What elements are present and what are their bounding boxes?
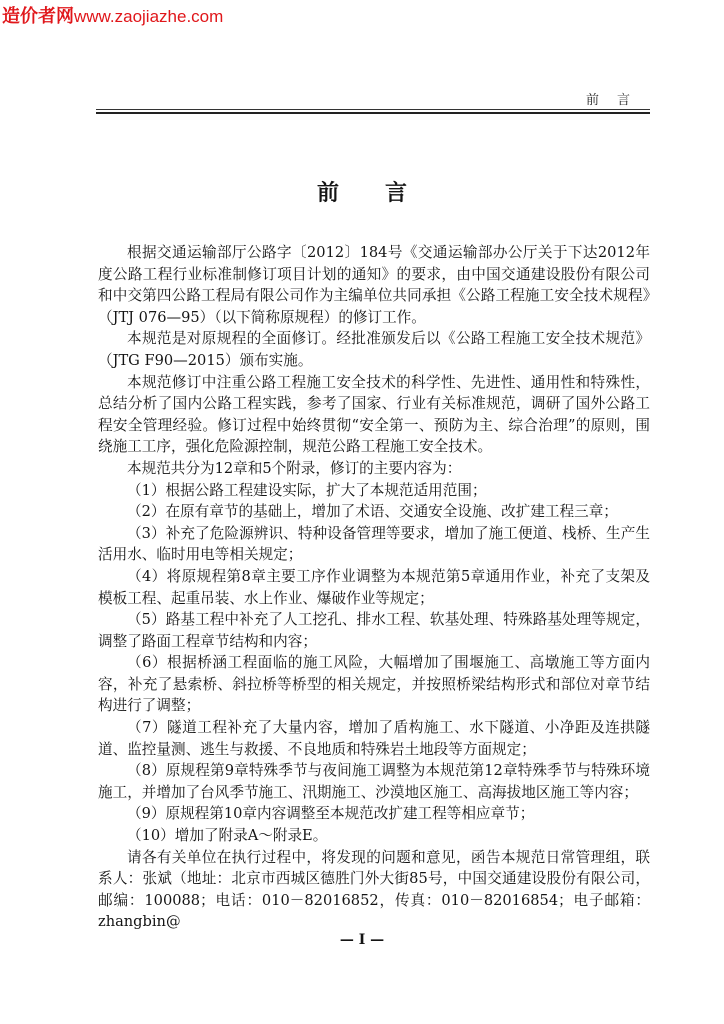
list-item: （10）增加了附录A～附录E。	[127, 827, 328, 845]
watermark	[2, 2, 223, 28]
list-item: （9）原规程第10章内容调整至本规范改扩建工程等相应章节；	[127, 805, 535, 823]
header-rule-thick	[96, 112, 650, 114]
paragraph: 本规范是对原规程的全面修订。经批准颁发后以《公路工程施工安全技术规范》（JTG F90—2015）颁布实施。	[98, 330, 650, 369]
list-item: （3）补充了危险源辨识、特种设备管理等要求，增加了施工便道、栈桥、生产生活用水、临时用电等相关规定；	[98, 524, 650, 564]
paragraph: 根据交通运输部厅公路字〔2012〕184号《交通运输部办公厅关于下达2012年度公路工程行业标准制修订项目计划的通知》的要求，由中国交通建设股份有限公司和中交第四公路工程局有限公司作为主编单位共同承担《公路工程施工安全技术规程》（JTJ 076—95）（以下简称原规程）的修订工作。	[98, 244, 650, 326]
watermark-brand: 造价者网	[2, 6, 74, 26]
page-number: — I —	[339, 932, 385, 948]
list-item: （8）原规程第9章特殊季节与夜间施工调整为本规范第12章特殊季节与特殊环境施工，并增加了台风季节施工、汛期施工、沙漠地区施工、高海拔地区施工等内容；	[98, 762, 650, 801]
paragraph: 本规范共分为12章和5个附录，修订的主要内容为：	[127, 459, 462, 477]
watermark-site: www.zaojiazhe.com	[74, 7, 224, 26]
list-item: （4）将原规程第8章主要工序作业调整为本规范第5章通用作业，补充了支架及模板工程、起重吊装、水上作业、爆破作业等规定；	[98, 567, 650, 607]
list-item: （1）根据公路工程建设实际，扩大了本规范适用范围；	[127, 481, 487, 499]
list-item: （5）路基工程中补充了人工挖孔、排水工程、软基处理、特殊路基处理等规定，调整了路面工程章节结构和内容；	[98, 611, 650, 650]
list-item: （7）隧道工程补充了大量内容，增加了盾构施工、水下隧道、小净距及连拱隧道、监控量测、逃生与救援、不良地质和特殊岩土地段等方面规定；	[98, 719, 650, 758]
list-item: （2）在原有章节的基础上，增加了术语、交通安全设施、改扩建工程三章；	[127, 503, 618, 521]
paragraph: 请各有关单位在执行过程中，将发现的问题和意见，函告本规范日常管理组，联系人：张斌（地址：北京市西城区德胜门外大街85号，中国交通建设股份有限公司，邮编：100088；电话：010－82016852，传真：010－82016854；电子邮箱：zhangbin@	[98, 848, 650, 931]
list-item: （6）根据桥涵工程面临的施工风险，大幅增加了围堰施工、高墩施工等方面内容，补充了悬索桥、斜拉桥等桥型的相关规定，并按照桥梁结构形式和部位对章节结构进行了调整；	[98, 654, 650, 715]
body-text	[98, 242, 650, 933]
header-rule-thin	[96, 109, 650, 110]
paragraph: 本规范修订中注重公路工程施工安全技术的科学性、先进性、通用性和特殊性，总结分析了国内公路工程实践，参考了国家、行业有关标准规范，调研了国外公路工程安全管理经验。修订过程中始终贯彻“安全第一、预防为主、综合治理”的原则，围绕施工工序，强化危险源控制，规范公路工程施工安全技术。	[98, 373, 650, 456]
running-head: 前言	[585, 93, 648, 108]
page-title: 前言	[316, 180, 453, 206]
